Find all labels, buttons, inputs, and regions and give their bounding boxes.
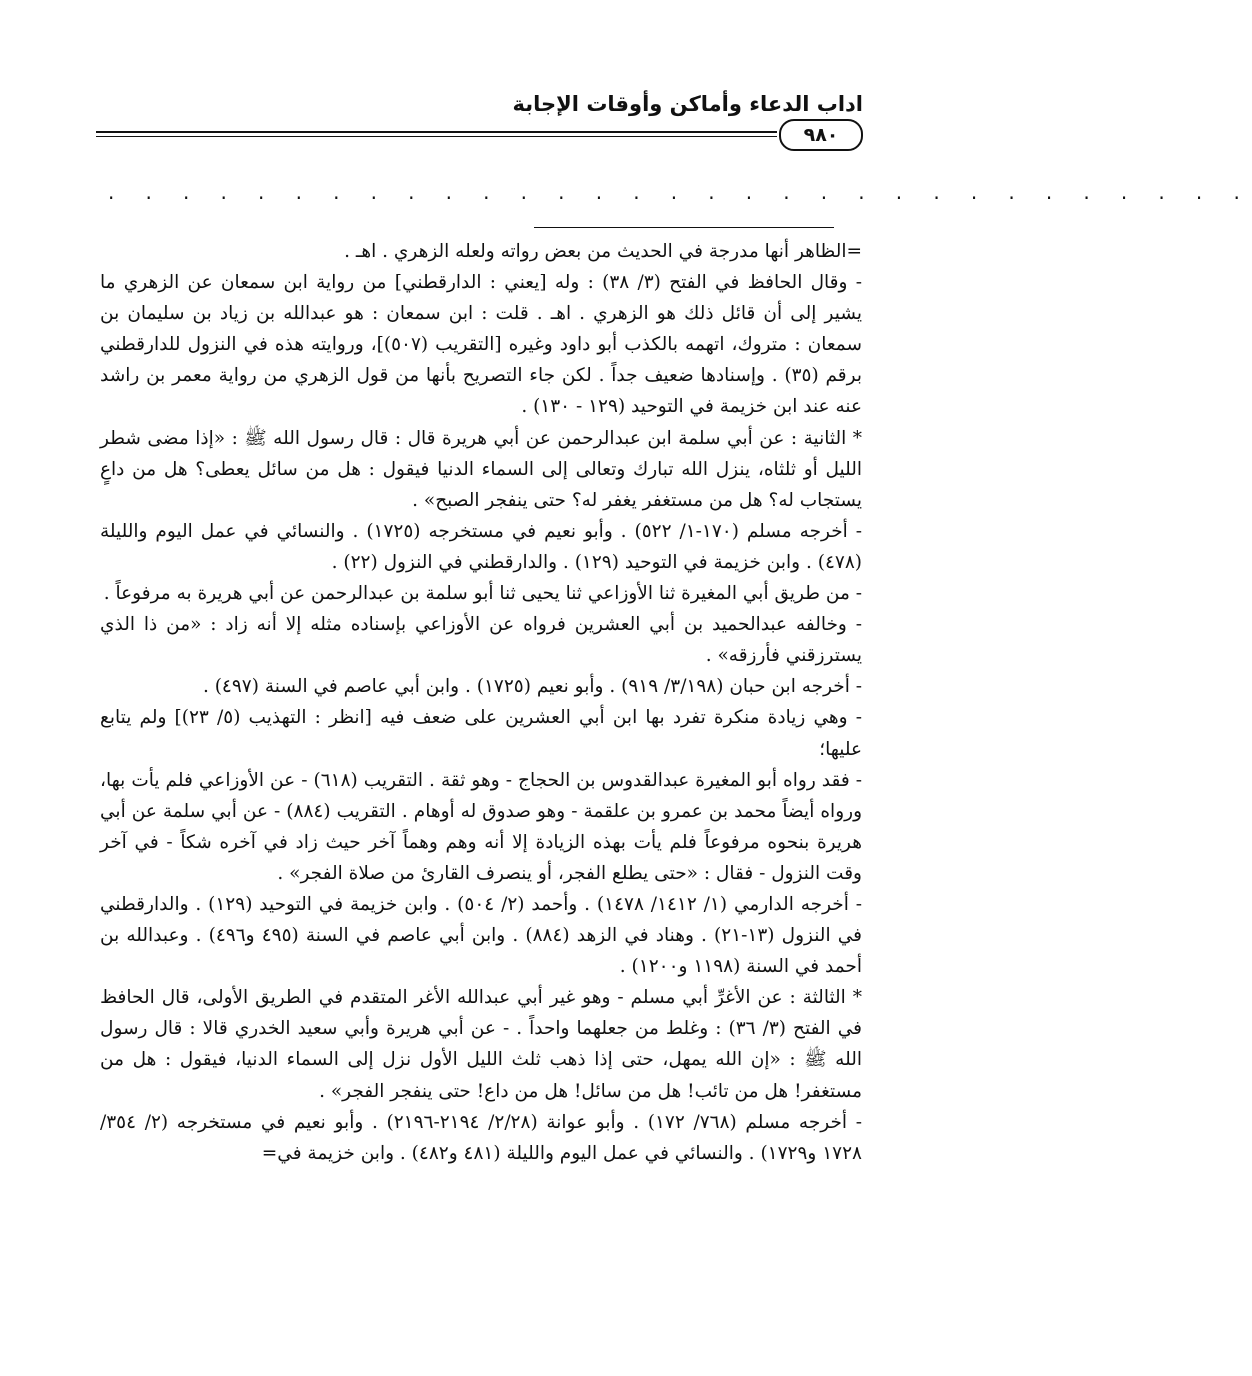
header-rule-thick (96, 131, 777, 133)
footnote-body (100, 236, 862, 1169)
footnote-paragraph: - أخرجه مسلم (٧٦٨/ ١٧٢) . وأبو عوانة (٢/٢٨/ ٢١٩٤-٢١٩٦) . وأبو نعيم في مستخرجه (٢/ ٣٥٤/ ١٧٢٨ و١٧٢٩) . والنسائي في عمل اليوم والليلة (٤٨١ و٤٨٢) . وابن خزيمة في= (100, 1111, 862, 1164)
footnote-paragraph: - من طريق أبي المغيرة ثنا الأوزاعي ثنا يحيى ثنا أبو سلمة بن عبدالرحمن عن أبي هريرة به مرفوعاً . (103, 583, 862, 605)
running-title: اداب الدعاء وأماكن وأوقات الإجابة (512, 92, 863, 116)
footnote-paragraph: =الظاهر أنها مدرجة في الحديث من بعض رواته ولعله الزهري . اهـ . (344, 241, 862, 262)
footnote-paragraph: - أخرجه ابن حبان (٣/١٩٨/ ٩١٩) . وأبو نعيم (١٧٢٥) . وابن أبي عاصم في السنة (٤٩٧) . (202, 676, 862, 698)
header-rule-thin (96, 136, 777, 137)
page-number: ٩٨٠ (779, 119, 863, 151)
footnote-paragraph: * الثانية : عن أبي سلمة ابن عبدالرحمن عن أبي هريرة قال : قال رسول الله ﷺ : «إذا مضى شطر الليل أو ثلثاه، ينزل الله تبارك وتعالى إلى السماء الدنيا فيقول : هل من سائل يعطى؟ هل من داعٍ يستجاب له؟ هل من مستغفر يغفر له؟ حتى ينفجر الصبح» . (100, 427, 862, 511)
footnote-paragraph: - أخرجه مسلم (١٧٠-١/ ٥٢٢) . وأبو نعيم في مستخرجه (١٧٢٥) . والنسائي في عمل اليوم والليلة (٤٧٨) . وابن خزيمة في التوحيد (١٢٩) . والدارقطني في النزول (٢٢) . (100, 520, 862, 573)
footnote-paragraph: - وهي زيادة منكرة تفرد بها ابن أبي العشرين على ضعف فيه [انظر : التهذيب (٥/ ٢٣)] ولم يتابع عليها؛ (100, 707, 862, 760)
footnote-paragraph: - وقال الحافظ في الفتح (٣/ ٣٨) : وله [يعني : الدارقطني] من رواية ابن سمعان عن الزهري ما يشير إلى أن قائل ذلك هو الزهري . اهـ . قلت : ابن سمعان : هو عبدالله بن زياد بن سليمان بن سمعان : متروك، اتهمه بالكذب أبو داود وغيره [التقريب (٥٠٧)]، وروايته هذه في النزول للدارقطني برقم (٣٥) . وإسنادها ضعيف جداً . لكن جاء التصريح بأنها من قول الزهري من رواية معمر بن راشد عنه عند ابن خزيمة في التوحيد (١٢٩ - ١٣٠) . (100, 272, 862, 418)
footnote-paragraph: - أخرجه الدارمي (١/ ١٤١٢/ ١٤٧٨) . وأحمد (٢/ ٥٠٤) . وابن خزيمة في التوحيد (١٢٩) . والدارقطني في النزول (١٣-٢١) . وهناد في الزهد (٨٨٤) . وابن أبي عاصم في السنة (٤٩٥ و٤٩٦) . وعبدالله بن أحمد في السنة (١١٩٨ و١٢٠٠) . (100, 893, 862, 978)
footnote-rule (534, 227, 834, 228)
footnote-paragraph: * الثالثة : عن الأغرِّ أبي مسلم - وهو غير أبي عبدالله الأغر المتقدم في الطريق الأولى، قال الحافظ في الفتح (٣/ ٣٦) : وغلط من جعلهما واحداً . - عن أبي هريرة وأبي سعيد الخدري قالا : قال رسول الله ﷺ : «إن الله يمهل، حتى إذا ذهب ثلث الليل الأول نزل إلى السماء الدنيا، فيقول : هل من مستغفر! هل من تائب! هل من سائل! هل من داع! حتى ينفجر الفجر» . (100, 987, 862, 1102)
footnote-paragraph: - وخالفه عبدالحميد بن أبي العشرين فرواه عن الأوزاعي بإسناده مثله إلا أنه زاد : «من ذا الذي يسترزقني فأرزقه» . (100, 614, 862, 667)
footnote-paragraph: - فقد رواه أبو المغيرة عبدالقدوس بن الحجاج - وهو ثقة . التقريب (٦١٨) - عن الأوزاعي فلم يأت بها، ورواه أيضاً محمد بن عمرو بن علقمة - وهو صدوق له أوهام . التقريب (٨٨٤) - عن أبي سلمة عن أبي هريرة بنحوه مرفوعاً فلم يأت بهذه الزيادة إلا أنه وهم وهماً آخر حيث زاد في آخره شكاً - في آخر وقت النزول - فقال : «حتى يطلع الفجر، أو ينصرف القارئ من صلاة الفجر» . (100, 769, 862, 884)
dotted-separator: . . . . . . . . . . . . . . . . . . . . . . . . . . . . . . . (108, 180, 1252, 204)
header-rule (96, 131, 777, 139)
